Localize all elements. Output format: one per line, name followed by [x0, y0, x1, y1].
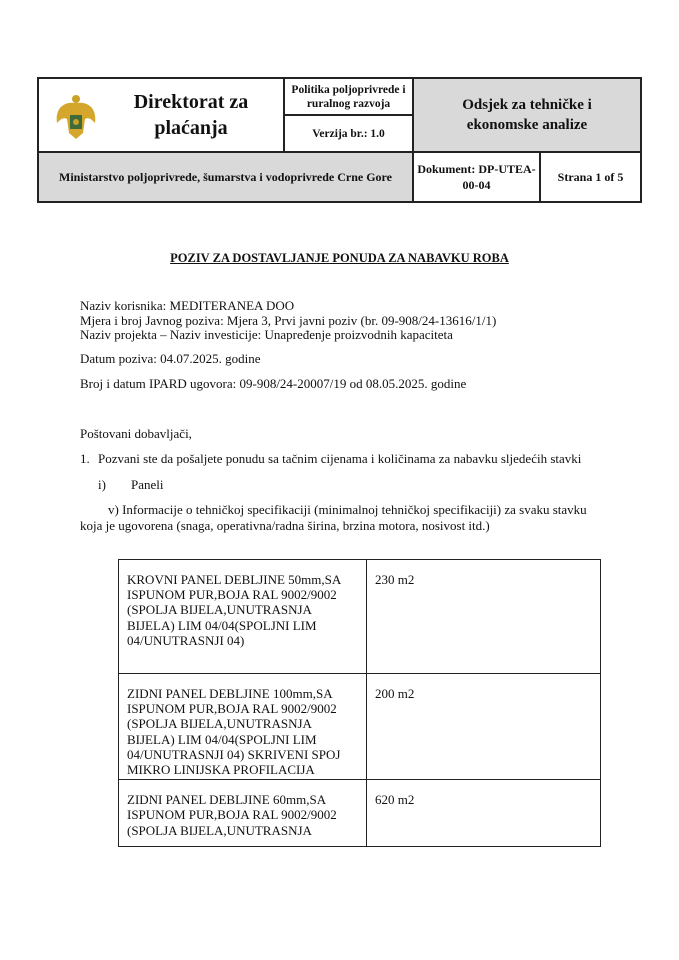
- version-cell: Verzija br.: 1.0: [284, 115, 413, 152]
- document-title: POZIV ZA DOSTAVLJANJE PONUDA ZA NABAVKU ROBA: [170, 251, 509, 265]
- item-quantity: 230 m2: [367, 560, 601, 674]
- table-row: [119, 780, 601, 847]
- sub-v-text: v) Informacije o tehničkoj specifikaciji (minimalnoj tehničkoj specifikaciji) za svaku stavku koja je ugovorena (snaga, operativna/radna širina, brzina motora, nosivost itd.): [80, 502, 587, 533]
- policy-cell: Politika poljoprivrede i ruralnog razvoja: [284, 78, 413, 115]
- item-description: ZIDNI PANEL DEBLJINE 100mm,SA ISPUNOM PUR,BOJA RAL 9002/9002 (SPOLJA BIJELA,UNUTRASNJA BIJELA) LIM 04/04(SPOLJNI LIM 04/UNUTRASNJI 04) SKRIVENI SPOJ MIKRO LINIJSKA PROFILACIJA: [119, 674, 367, 780]
- item-quantity: 200 m2: [367, 674, 601, 780]
- coat-of-arms-icon: [53, 93, 99, 143]
- department-cell: Odsjek za tehničke i ekonomske analize: [413, 78, 641, 152]
- project-name: Naziv projekta – Naziv investicije: Unapređenje proizvodnih kapaciteta: [80, 327, 453, 342]
- greeting: Poštovani dobavljači,: [80, 426, 192, 441]
- ipard-contract: Broj i datum IPARD ugovora: 09-908/24-20007/19 od 08.05.2025. godine: [80, 376, 467, 391]
- org-title: Direktorat za plaćanja: [133, 91, 249, 139]
- document-header-table: [37, 77, 642, 203]
- point-1-number: 1.: [80, 451, 90, 466]
- page-number-cell: Strana 1 of 5: [557, 169, 624, 184]
- item-quantity: 620 m2: [367, 780, 601, 847]
- items-table: [118, 559, 601, 847]
- ministry-cell: Ministarstvo poljoprivrede, šumarstva i vodoprivrede Crne Gore: [38, 152, 413, 202]
- table-row: [119, 560, 601, 674]
- sub-i-text: Paneli: [131, 477, 164, 492]
- table-row: [119, 674, 601, 780]
- point-1-text: Pozvani ste da pošaljete ponudu sa tačnim cijenama i količinama za nabavku sljedećih stavki: [98, 451, 582, 466]
- call-date: Datum poziva: 04.07.2025. godine: [80, 351, 261, 366]
- sub-i-number: i): [98, 477, 106, 492]
- item-description: ZIDNI PANEL DEBLJINE 60mm,SA ISPUNOM PUR,BOJA RAL 9002/9002 (SPOLJA BIJELA,UNUTRASNJA: [119, 780, 367, 847]
- document-id-cell: Dokument: DP-UTEA-00-04: [414, 153, 540, 201]
- call-measure: Mjera i broj Javnog poziva: Mjera 3, Prvi javni poziv (br. 09-908/24-13616/1/1): [80, 313, 497, 328]
- beneficiary-name: Naziv korisnika: MEDITERANEA DOO: [80, 298, 295, 313]
- org-cell: [38, 78, 284, 152]
- item-description: KROVNI PANEL DEBLJINE 50mm,SA ISPUNOM PUR,BOJA RAL 9002/9002 (SPOLJA BIJELA,UNUTRASNJA BIJELA) LIM 04/04(SPOLJNI LIM 04/UNUTRASNJI 04): [119, 560, 367, 674]
